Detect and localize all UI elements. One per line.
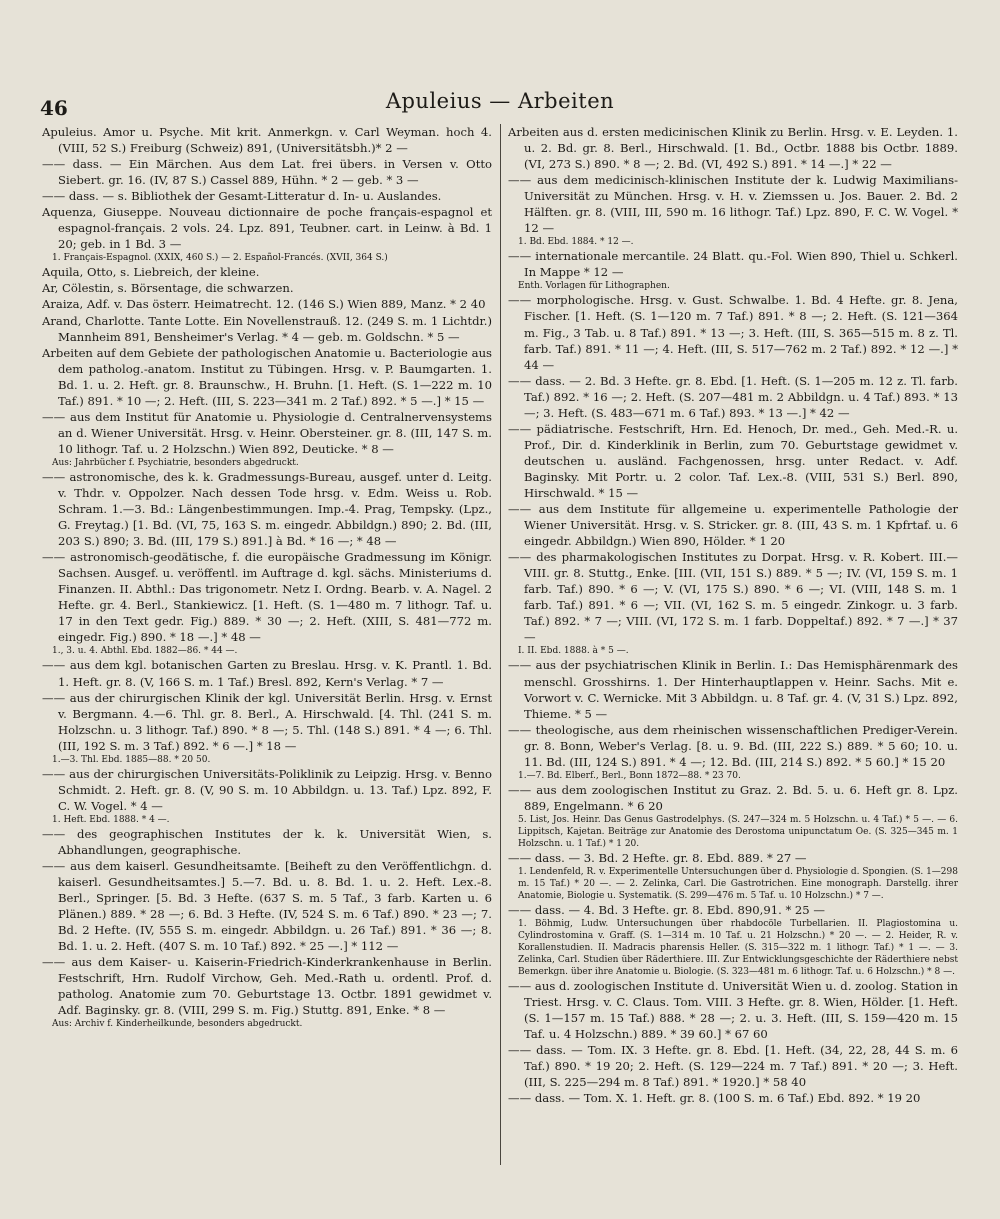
bibliography-entry: —— dass. — Tom. X. 1. Heft. gr. 8. (100 S. m. 6 Taf.) Ebd. 892. * 19 20 [508, 1091, 921, 1106]
bibliography-entry: —— aus dem Institute für allgemeine u. experimentelle Pathologie der Wiener Universität. Hrsg. v. S. Stricker. gr. 8. (III, 43 S. m. 1 Kpfrtaf. u. 6 eingedr. Abbildgn.) Wien 890, Hölder. * 1 20 [508, 502, 958, 549]
bibliography-entry: Araiza, Adf. v. Das österr. Heimatrecht. 12. (146 S.) Wien 889, Manz. * 2 40 [42, 297, 486, 312]
entry-note: 1. Français-Espagnol. (XXIX, 460 S.) — 2. Español-Francés. (XVII, 364 S.) [52, 253, 388, 264]
bibliography-entry: Apuleius. Amor u. Psyche. Mit krit. Anmerkgn. v. Carl Weyman. hoch 4. (VIII, 52 S.) Freiburg (Schweiz) 891, (Universitätsbh.)* 2 — [42, 125, 492, 156]
bibliography-entry: —— des pharmakologischen Institutes zu Dorpat. Hrsg. v. R. Kobert. III.—VIII. gr. 8. Stuttg., Enke. [III. (VII, 151 S.) 889. * 5 —; IV. (VI, 159 S. m. 1 farb. Taf.) 890. * 6 —; V. (VI, 175 S.) 890. * 6 —; VI. (VIII, 148 S. m. 1 farb. Taf.) 891. * 6 —; VII. (VI, 162 S. m. 5 eingedr. Zinkogr. u. 3 farb. Taf.) 892. * 7 —; VIII. (VI, 172 S. m. 1 farb. Doppeltaf.) 892. * 7 —.] * 37 — [508, 550, 958, 645]
entry-note: Aus: Archiv f. Kinderheilkunde, besonders abgedruckt. [52, 1019, 303, 1030]
bibliography-entry: —— astronomisch-geodätische, f. die europäische Gradmessung im Königr. Sachsen. Ausgef. u. veröffentl. im Auftrage d. kgl. sächs. Ministeriums d. Finanzen. II. Abthl.: Das trigonometr. Netz I. Ordng. Bearb. v. A. Nagel. 2 Hefte. gr. 4. Berl., Stankiewicz. [1. Heft. (S. 1—480 m. 7 lithogr. Taf. u. 17 in den Text gedr. Fig.) 889. * 30 —; 2. Heft. (XIII, S. 481—772 m. eingedr. Fig.) 890. * 18 —.] * 48 — [42, 550, 492, 645]
bibliography-entry: —— morphologische. Hrsg. v. Gust. Schwalbe. 1. Bd. 4 Hefte. gr. 8. Jena, Fischer. [1. Heft. (S. 1—120 m. 7 Taf.) 891. * 8 —; 2. Heft. (S. 121—364 m. Fig., 3 Tab. u. 8 Taf.) 891. * 13 —; 3. Heft. (III, S. 365—515 m. 8 z. Tl. farb. Taf.) 891. * 11 —; 4. Heft. (III, S. 517—762 m. 2 Taf.) 892. * 12 —.] * 44 — [508, 293, 958, 372]
bibliography-entry: Ar, Cölestin, s. Börsentage, die schwarzen. [42, 281, 294, 296]
bibliography-entry: —— aus dem Institut für Anatomie u. Physiologie d. Centralnervensystems an d. Wiener Universität. Hrsg. v. Heinr. Obersteiner. gr. 8. (III, 147 S. m. 10 lithogr. Taf. u. 2 Holzschn.) Wien 892, Deuticke. * 8 — [42, 409, 492, 456]
bibliography-entry: —— aus dem kaiserl. Gesundheitsamte. [Beiheft zu den Veröffentlichgn. d. kaiserl. Gesundheitsamtes.] 5.—7. Bd. u. 8. Bd. 1. u. 2. Heft. Lex.-8. Berl., Springer. [5. Bd. 3 Hefte. (637 S. m. 5 Taf., 3 farb. Karten u. 6 Plänen.) 889. * 28 —; 6. Bd. 3 Hefte. (IV, 524 S. m. 6 Taf.) 890. * 23 —; 7. Bd. 2 Hefte. (IV, 555 S. m. eingedr. Abbildgn. u. 26 Taf.) 891. * 36 —; 8. Bd. 1. u. 2. Heft. (407 S. m. 10 Taf.) 892. * 25 —.] * 112 — [42, 858, 492, 954]
bibliography-entry: —— dass. — Tom. IX. 3 Hefte. gr. 8. Ebd. [1. Heft. (34, 22, 28, 44 S. m. 6 Taf.) 890. * 19 20; 2. Heft. (S. 129—224 m. 7 Taf.) 891. * 20 —; 3. Heft. (III, S. 225—294 m. 8 Taf.) 891. * 1920.] * 58 40 [508, 1043, 958, 1090]
bibliography-entry: —— aus dem medicinisch-klinischen Institute der k. Ludwig Maximilians-Universität zu München. Hrsg. v. H. v. Ziemssen u. Jos. Bauer. 2. Bd. 2 Hälften. gr. 8. (VIII, III, 590 m. 16 lithogr. Taf.) Lpz. 890, F. C. W. Vogel. * 12 — [508, 173, 958, 236]
bibliography-entry: Aquila, Otto, s. Liebreich, der kleine. [42, 265, 260, 280]
bibliography-entry: —— aus d. zoologischen Institute d. Universität Wien u. d. zoolog. Station in Triest. Hrsg. v. C. Claus. Tom. VIII. 3 Hefte. gr. 8. Wien, Hölder. [1. Heft. (S. 1—157 m. 15 Taf.) 888. * 28 —; 2. u. 3. Heft. (III, S. 159—420 m. 15 Taf. u. 4 Holzschn.) 889. * 39 60.] * 67 60 [508, 978, 958, 1042]
right-column [508, 124, 958, 1179]
entry-note: 1. Bd. Ebd. 1884. * 12 —. [518, 237, 634, 248]
bibliography-entry: Arand, Charlotte. Tante Lotte. Ein Novellenstrauß. 12. (249 S. m. 1 Lichtdr.) Mannheim 891, Bensheimer's Verlag. * 4 — geb. m. Goldschn. * 5 — [42, 313, 492, 344]
bibliography-entry: —— internationale mercantile. 24 Blatt. qu.-Fol. Wien 890, Thiel u. Schkerl. In Mappe * 12 — [508, 249, 958, 280]
column-divider [500, 124, 501, 1165]
bibliography-entry: —— dass. — Ein Märchen. Aus dem Lat. frei übers. in Versen v. Otto Siebert. gr. 16. (IV, 87 S.) Cassel 889, Hühn. * 2 — geb. * 3 — [42, 157, 492, 188]
bibliography-entry: Aquenza, Giuseppe. Nouveau dictionnaire de poche français-espagnol et espagnol-français. 2 vols. 24. Lpz. 891, Teubner. cart. in Leinw. à Bd. 1 20; geb. in 1 Bd. 3 — [42, 205, 492, 252]
entry-note: 1. Lendenfeld, R. v. Experimentelle Untersuchungen über d. Physiologie d. Spongien. (S. 1—298 m. 15 Taf.) * 20 —. — 2. Zelinka, Carl. Die Gastrotrichen. Eine monograph. Darstellg. ihrer Anatomie, Biologie u. Systematik. (S. 299—476 m. 5 Taf. u. 10 Holzschn.) * 7 —. [518, 866, 958, 901]
entry-note: 1., 3. u. 4. Abthl. Ebd. 1882—86. * 44 —. [52, 646, 238, 657]
entry-note: Enth. Vorlagen für Lithographen. [518, 281, 670, 292]
bibliography-entry: —— astronomische, des k. k. Gradmessungs-Bureau, ausgef. unter d. Leitg. v. Thdr. v. Oppolzer. Nach dessen Tode hrsg. v. Edm. Weiss u. Rob. Schram. 1.—3. Bd.: Längenbestimmungen. Imp.-4. Prag, Tempsky. (Lpz., G. Freytag.) [1. Bd. (VI, 75, 163 S. m. eingedr. Abbildgn.) 890; 2. Bd. (III, 203 S.) 890; 3. Bd. (III, 179 S.) 891.] à Bd. * 16 —; * 48 — [42, 469, 492, 549]
bibliography-entry: —— dass. — 3. Bd. 2 Hefte. gr. 8. Ebd. 889. * 27 — [508, 850, 807, 865]
entry-note: 1. Böhmig, Ludw. Untersuchungen über rhabdocöle Turbellarien. II. Plagiostomina u. Cylindrostomina v. Graff. (S. 1—314 m. 10 Taf. u. 21 Holzschn.) * 20 —. — 2. Heider, R. v. Korallenstudien. II. Madracis pharensis Heller. (S. 315—322 m. 1 lithogr. Taf.) * 1 —. — 3. Zelinka, Carl. Studien über Räderthiere. III. Zur Entwicklungsgeschichte der Räderthiere nebst Bemerkgn. über ihre Anatomie u. Biologie. (S. 323—481 m. 6 lithogr. Taf. u. 6 Holzschn.) * 8 —. [518, 918, 958, 977]
entry-note: 1.—7. Bd. Elberf., Berl., Bonn 1872—88. * 23 70. [518, 770, 741, 781]
entry-note: Aus: Jahrbücher f. Psychiatrie, besonders abgedruckt. [52, 457, 299, 468]
left-column [42, 124, 492, 1179]
bibliography-entry: —— aus der psychiatrischen Klinik in Berlin. I.: Das Hemisphärenmark des menschl. Grosshirns. 1. Der Hinterhauptlappen v. Heinr. Sachs. Mit e. Vorwort v. C. Wernicke. Mit 3 Abbildgn. u. 8 Taf. gr. 4. (V, 31 S.) Lpz. 892, Thieme. * 5 — [508, 658, 958, 721]
bibliography-entry: —— pädiatrische. Festschrift, Hrn. Ed. Henoch, Dr. med., Geh. Med.-R. u. Prof., Dir. d. Kinderklinik in Berlin, zum 70. Geburtstage gewidmet v. deutschen u. ausländ. Fachgenossen, hrsg. unter Redact. v. Adf. Baginsky. Mit Portr. u. 2 color. Taf. Lex.-8. (VIII, 531 S.) Berl. 890, Hirschwald. * 15 — [508, 421, 958, 500]
bibliography-entry: —— dass. — s. Bibliothek der Gesamt-Litteratur d. In- u. Auslandes. [42, 189, 442, 204]
entry-note: 5. List, Jos. Heinr. Das Genus Gastrodelphys. (S. 247—324 m. 5 Holzschn. u. 4 Taf.) * 5 —. — 6. Lippitsch, Kajetan. Beiträge zur Anatomie des Derostoma unipunctatum Oe. (S. 325—345 m. 1 Holzschn. u. 1 Taf.) * 1 20. [518, 814, 958, 849]
bibliography-entry: Arbeiten aus d. ersten medicinischen Klinik zu Berlin. Hrsg. v. E. Leyden. 1. u. 2. Bd. gr. 8. Berl., Hirschwald. [1. Bd., Octbr. 1888 bis Octbr. 1889. (VI, 273 S.) 890. * 8 —; 2. Bd. (VI, 492 S.) 891. * 14 —.] * 22 — [508, 125, 958, 172]
bibliography-entry: —— dass. — 2. Bd. 3 Hefte. gr. 8. Ebd. [1. Heft. (S. 1—205 m. 12 z. Tl. farb. Taf.) 892. * 16 —; 2. Heft. (S. 207—481 m. 2 Abbildgn. u. 4 Taf.) 893. * 13 —; 3. Heft. (S. 483—671 m. 6 Taf.) 893. * 13 —.] * 42 — [508, 373, 958, 420]
entry-note: 1. Heft. Ebd. 1888. * 4 —. [52, 814, 170, 825]
bibliography-entry: —— aus der chirurgischen Universitäts-Poliklinik zu Leipzig. Hrsg. v. Benno Schmidt. 2. Heft. gr. 8. (V, 90 S. m. 10 Abbildgn. u. 13. Taf.) Lpz. 892, F. C. W. Vogel. * 4 — [42, 766, 492, 813]
bibliography-entry: Arbeiten auf dem Gebiete der pathologischen Anatomie u. Bacteriologie aus dem patholog.-anatom. Institut zu Tübingen. Hrsg. v. P. Baumgarten. 1. Bd. 1. u. 2. Heft. gr. 8. Braunschw., H. Bruhn. [1. Heft. (S. 1—222 m. 10 Taf.) 891. * 10 —; 2. Heft. (III, S. 223—341 m. 2 Taf.) 892. * 5 —.] * 15 — [42, 345, 492, 408]
bibliography-entry: —— dass. — 4. Bd. 3 Hefte. gr. 8. Ebd. 890,91. * 25 — [508, 902, 825, 917]
entry-note: 1.—3. Thl. Ebd. 1885—88. * 20 50. [52, 754, 211, 765]
bibliography-entry: —— aus dem kgl. botanischen Garten zu Breslau. Hrsg. v. K. Prantl. 1. Bd. 1. Heft. gr. 8. (V, 166 S. m. 1 Taf.) Bresl. 892, Kern's Verlag. * 7 — [42, 658, 492, 689]
bibliography-entry: —— aus der chirurgischen Klinik der kgl. Universität Berlin. Hrsg. v. Ernst v. Bergmann. 4.—6. Thl. gr. 8. Berl., A. Hirschwald. [4. Thl. (241 S. m. Holzschn. u. 3 lithogr. Taf.) 890. * 8 —; 5. Thl. (148 S.) 891. * 4 —; 6. Thl. (III, 192 S. m. 3 Taf.) 892. * 6 —.] * 18 — [42, 690, 492, 753]
entry-note: I. II. Ebd. 1888. à * 5 —. [518, 646, 629, 657]
page-number: 46 [40, 96, 68, 120]
bibliography-entry: —— aus dem Kaiser- u. Kaiserin-Friedrich-Kinderkrankenhause in Berlin. Festschrift, Hrn. Rudolf Virchow, Geh. Med.-Rath u. ordentl. Prof. d. patholog. Anatomie zum 70. Geburtstage 13. Octbr. 1891 gewidmet v. Adf. Baginsky. gr. 8. (VIII, 299 S. m. Fig.) Stuttg. 891, Enke. * 8 — [42, 955, 492, 1018]
bibliography-entry: —— des geographischen Institutes der k. k. Universität Wien, s. Abhandlungen, geographische. [42, 826, 492, 857]
bibliography-entry: —— aus dem zoologischen Institut zu Graz. 2. Bd. 5. u. 6. Heft gr. 8. Lpz. 889, Engelmann. * 6 20 [508, 782, 958, 813]
bibliography-entry: —— theologische, aus dem rheinischen wissenschaftlichen Prediger-Verein. gr. 8. Bonn, Weber's Verlag. [8. u. 9. Bd. (III, 222 S.) 889. * 5 60; 10. u. 11. Bd. (III, 124 S.) 891. * 4 —; 12. Bd. (III, 214 S.) 892. * 5 60.] * 15 20 [508, 722, 958, 769]
running-title: Apuleius — Arbeiten [385, 89, 615, 113]
